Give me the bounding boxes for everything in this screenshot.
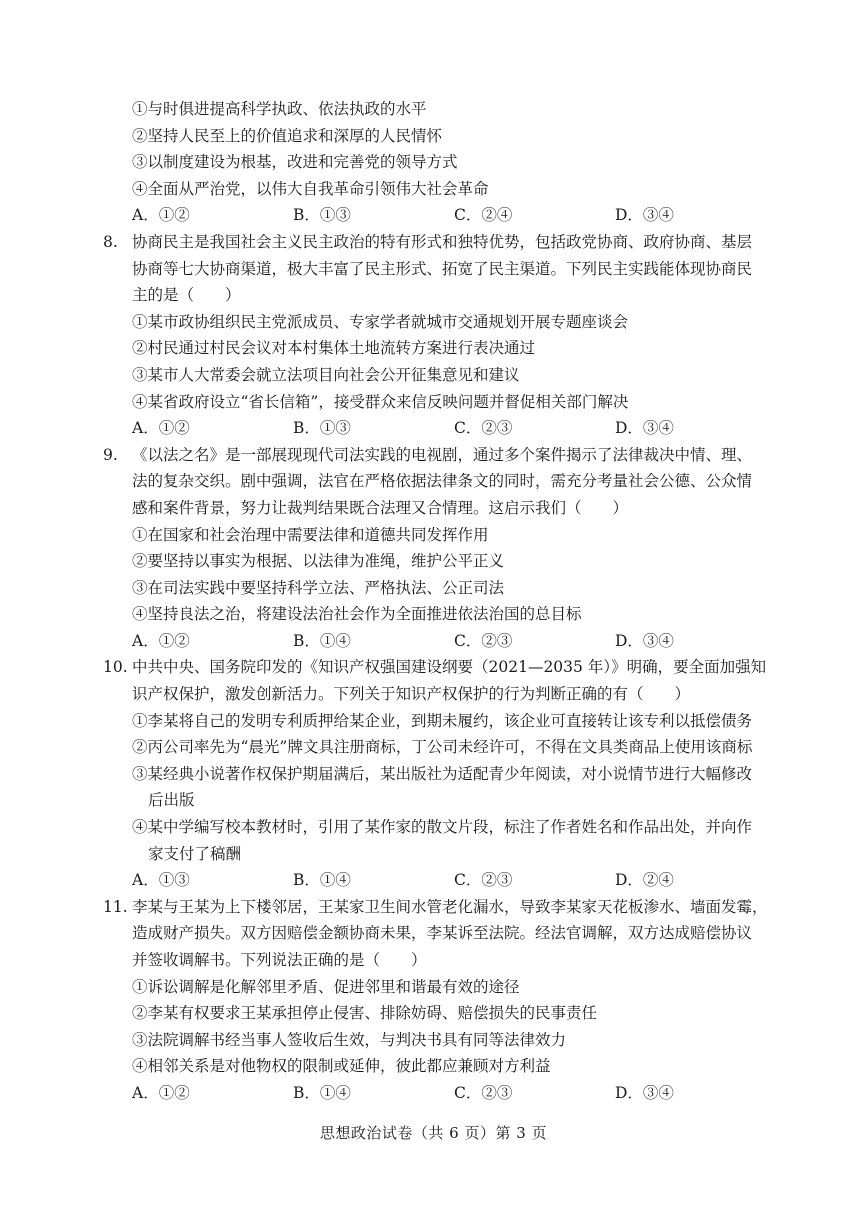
answer-choice-a: A．①② <box>132 206 190 225</box>
option-line: ③某经典小说著作权保护期届满后，某出版社为适配青少年阅读，对小说情节进行大幅修改 <box>132 764 753 783</box>
answer-choice-c: C．②③ <box>454 1083 513 1102</box>
question-11 <box>100 894 790 1107</box>
option-continuation-line: 家支付了稿酬 <box>148 844 242 863</box>
option-line: ②村民通过村民会议对本村集体土地流转方案进行表决通过 <box>132 339 536 358</box>
answer-choice-d: D．③④ <box>615 631 674 650</box>
question-number: 8. <box>103 232 118 251</box>
answer-choice-c: C．②③ <box>454 871 513 890</box>
option-line: ①李某将自己的发明专利质押给某企业，到期未履约，该企业可直接转让该专利以抵偿债务 <box>132 711 753 730</box>
prev-question-block <box>100 96 790 229</box>
option-line: ④某省政府设立“省长信箱”，接受群众来信反映问题并督促相关部门解决 <box>132 392 629 411</box>
answer-choice-b: B．①④ <box>293 1083 351 1102</box>
question-9 <box>100 442 790 655</box>
question-stem-line: 识产权保护，激发创新活力。下列关于知识产权保护的行为判断正确的有（ ） <box>132 685 691 704</box>
answer-choices <box>100 1080 790 1107</box>
question-stem-line: 8. 协商民主是我国社会主义民主政治的特有形式和独特优势，包括政党协商、政府协商、基层 <box>100 229 790 256</box>
option-line: ③某市人大常委会就立法项目向社会公开征集意见和建议 <box>132 365 520 384</box>
answer-choice-b: B．①③ <box>293 419 351 438</box>
question-stem-line: 10. 中共中央、国务院印发的《知识产权强国建设纲要（2021—2035 年）》明确，要全面加强知 <box>100 654 790 681</box>
option-line: ③法院调解书经当事人签收后生效，与判决书具有同等法律效力 <box>132 1030 567 1049</box>
page-content <box>100 96 790 1107</box>
question-number: 11. <box>103 897 128 916</box>
option-line: ④坚持良法之治，将建设法治社会作为全面推进依法治国的总目标 <box>132 605 582 624</box>
question-stem-line: 9. 《以法之名》是一部展现现代司法实践的电视剧，通过多个案件揭示了法律裁决中情、理、 <box>100 442 790 469</box>
option-line: ③以制度建设为根基，改进和完善党的领导方式 <box>132 153 458 172</box>
option-line: ①某市政协组织民主党派成员、专家学者就城市交通规划开展专题座谈会 <box>132 312 629 331</box>
option-line: ②李某有权要求王某承担停止侵害、排除妨碍、赔偿损失的民事责任 <box>132 1004 598 1023</box>
option-line: ④全面从严治党，以伟大自我革命引领伟大社会革命 <box>132 179 489 198</box>
answer-choices <box>100 415 790 442</box>
option-line: ④某中学编写校本教材时，引用了某作家的散文片段，标注了作者姓名和作品出处，并向作 <box>132 818 753 837</box>
answer-choice-d: D．③④ <box>615 419 674 438</box>
question-stem-line: 感和案件背景，努力让裁判结果既合法理又合情理。这启示我们（ ） <box>132 498 629 517</box>
answer-choice-d: D．③④ <box>615 206 674 225</box>
answer-choice-d: D．③④ <box>615 1083 674 1102</box>
page-footer: 思想政治试卷（共 6 页）第 3 页 <box>319 1124 548 1142</box>
answer-choice-a: A．①③ <box>132 871 190 890</box>
answer-choice-c: C．②③ <box>454 631 513 650</box>
question-stem-line: 并签收调解书。下列说法正确的是（ ） <box>132 951 427 969</box>
question-10 <box>100 654 790 893</box>
answer-choice-a: A．①② <box>132 419 190 438</box>
answer-choice-b: B．①③ <box>293 206 351 225</box>
answer-choices <box>100 628 790 655</box>
answer-choice-a: A．①② <box>132 631 190 650</box>
option-line: ④相邻关系是对他物权的限制或延伸，彼此都应兼顾对方利益 <box>132 1057 551 1076</box>
question-number: 9. <box>103 445 118 464</box>
question-8 <box>100 229 790 442</box>
option-line: ②丙公司率先为“晨光”牌文具注册商标，丁公司未经许可，不得在文具类商品上使用该商标 <box>132 738 753 757</box>
answer-choices <box>100 867 790 894</box>
answer-choice-c: C．②④ <box>454 206 513 225</box>
option-line: ①诉讼调解是化解邻里矛盾、促进邻里和谐最有效的途径 <box>132 977 520 996</box>
option-line: ②坚持人民至上的价值追求和深厚的人民情怀 <box>132 126 443 145</box>
answer-choice-b: B．①④ <box>293 871 351 890</box>
question-stem-line: 法的复杂交织。剧中强调，法官在严格依据法律条文的同时，需充分考量社会公德、公众情 <box>132 472 753 491</box>
question-stem-line: 造成财产损失。双方因赔偿金额协商未果，李某诉至法院。经法官调解，双方达成赔偿协议 <box>132 924 753 943</box>
answer-choice-d: D．②④ <box>615 871 674 890</box>
answer-choice-a: A．①② <box>132 1083 190 1102</box>
question-number: 10. <box>103 658 128 677</box>
option-line: ①在国家和社会治理中需要法律和道德共同发挥作用 <box>132 525 489 544</box>
answer-choices <box>100 202 790 229</box>
question-stem-line: 11. 李某与王某为上下楼邻居，王某家卫生间水管老化漏水，导致李某家天花板渗水、墙面发霉， <box>100 894 790 921</box>
option-continuation-line: 后出版 <box>148 791 195 810</box>
option-line: ③在司法实践中要坚持科学立法、严格执法、公正司法 <box>132 578 505 597</box>
option-line: ①与时俱进提高科学执政、依法执政的水平 <box>132 100 427 118</box>
question-stem-line: 协商等七大协商渠道，极大丰富了民主形式、拓宽了民主渠道。下列民主实践能体现协商民 <box>132 259 753 278</box>
question-stem-line: 主的是（ ） <box>132 286 241 305</box>
answer-choice-c: C．②③ <box>454 419 513 438</box>
answer-choice-b: B．①④ <box>293 631 351 650</box>
option-line: ②要坚持以事实为根据、以法律为准绳，维护公平正义 <box>132 552 505 571</box>
